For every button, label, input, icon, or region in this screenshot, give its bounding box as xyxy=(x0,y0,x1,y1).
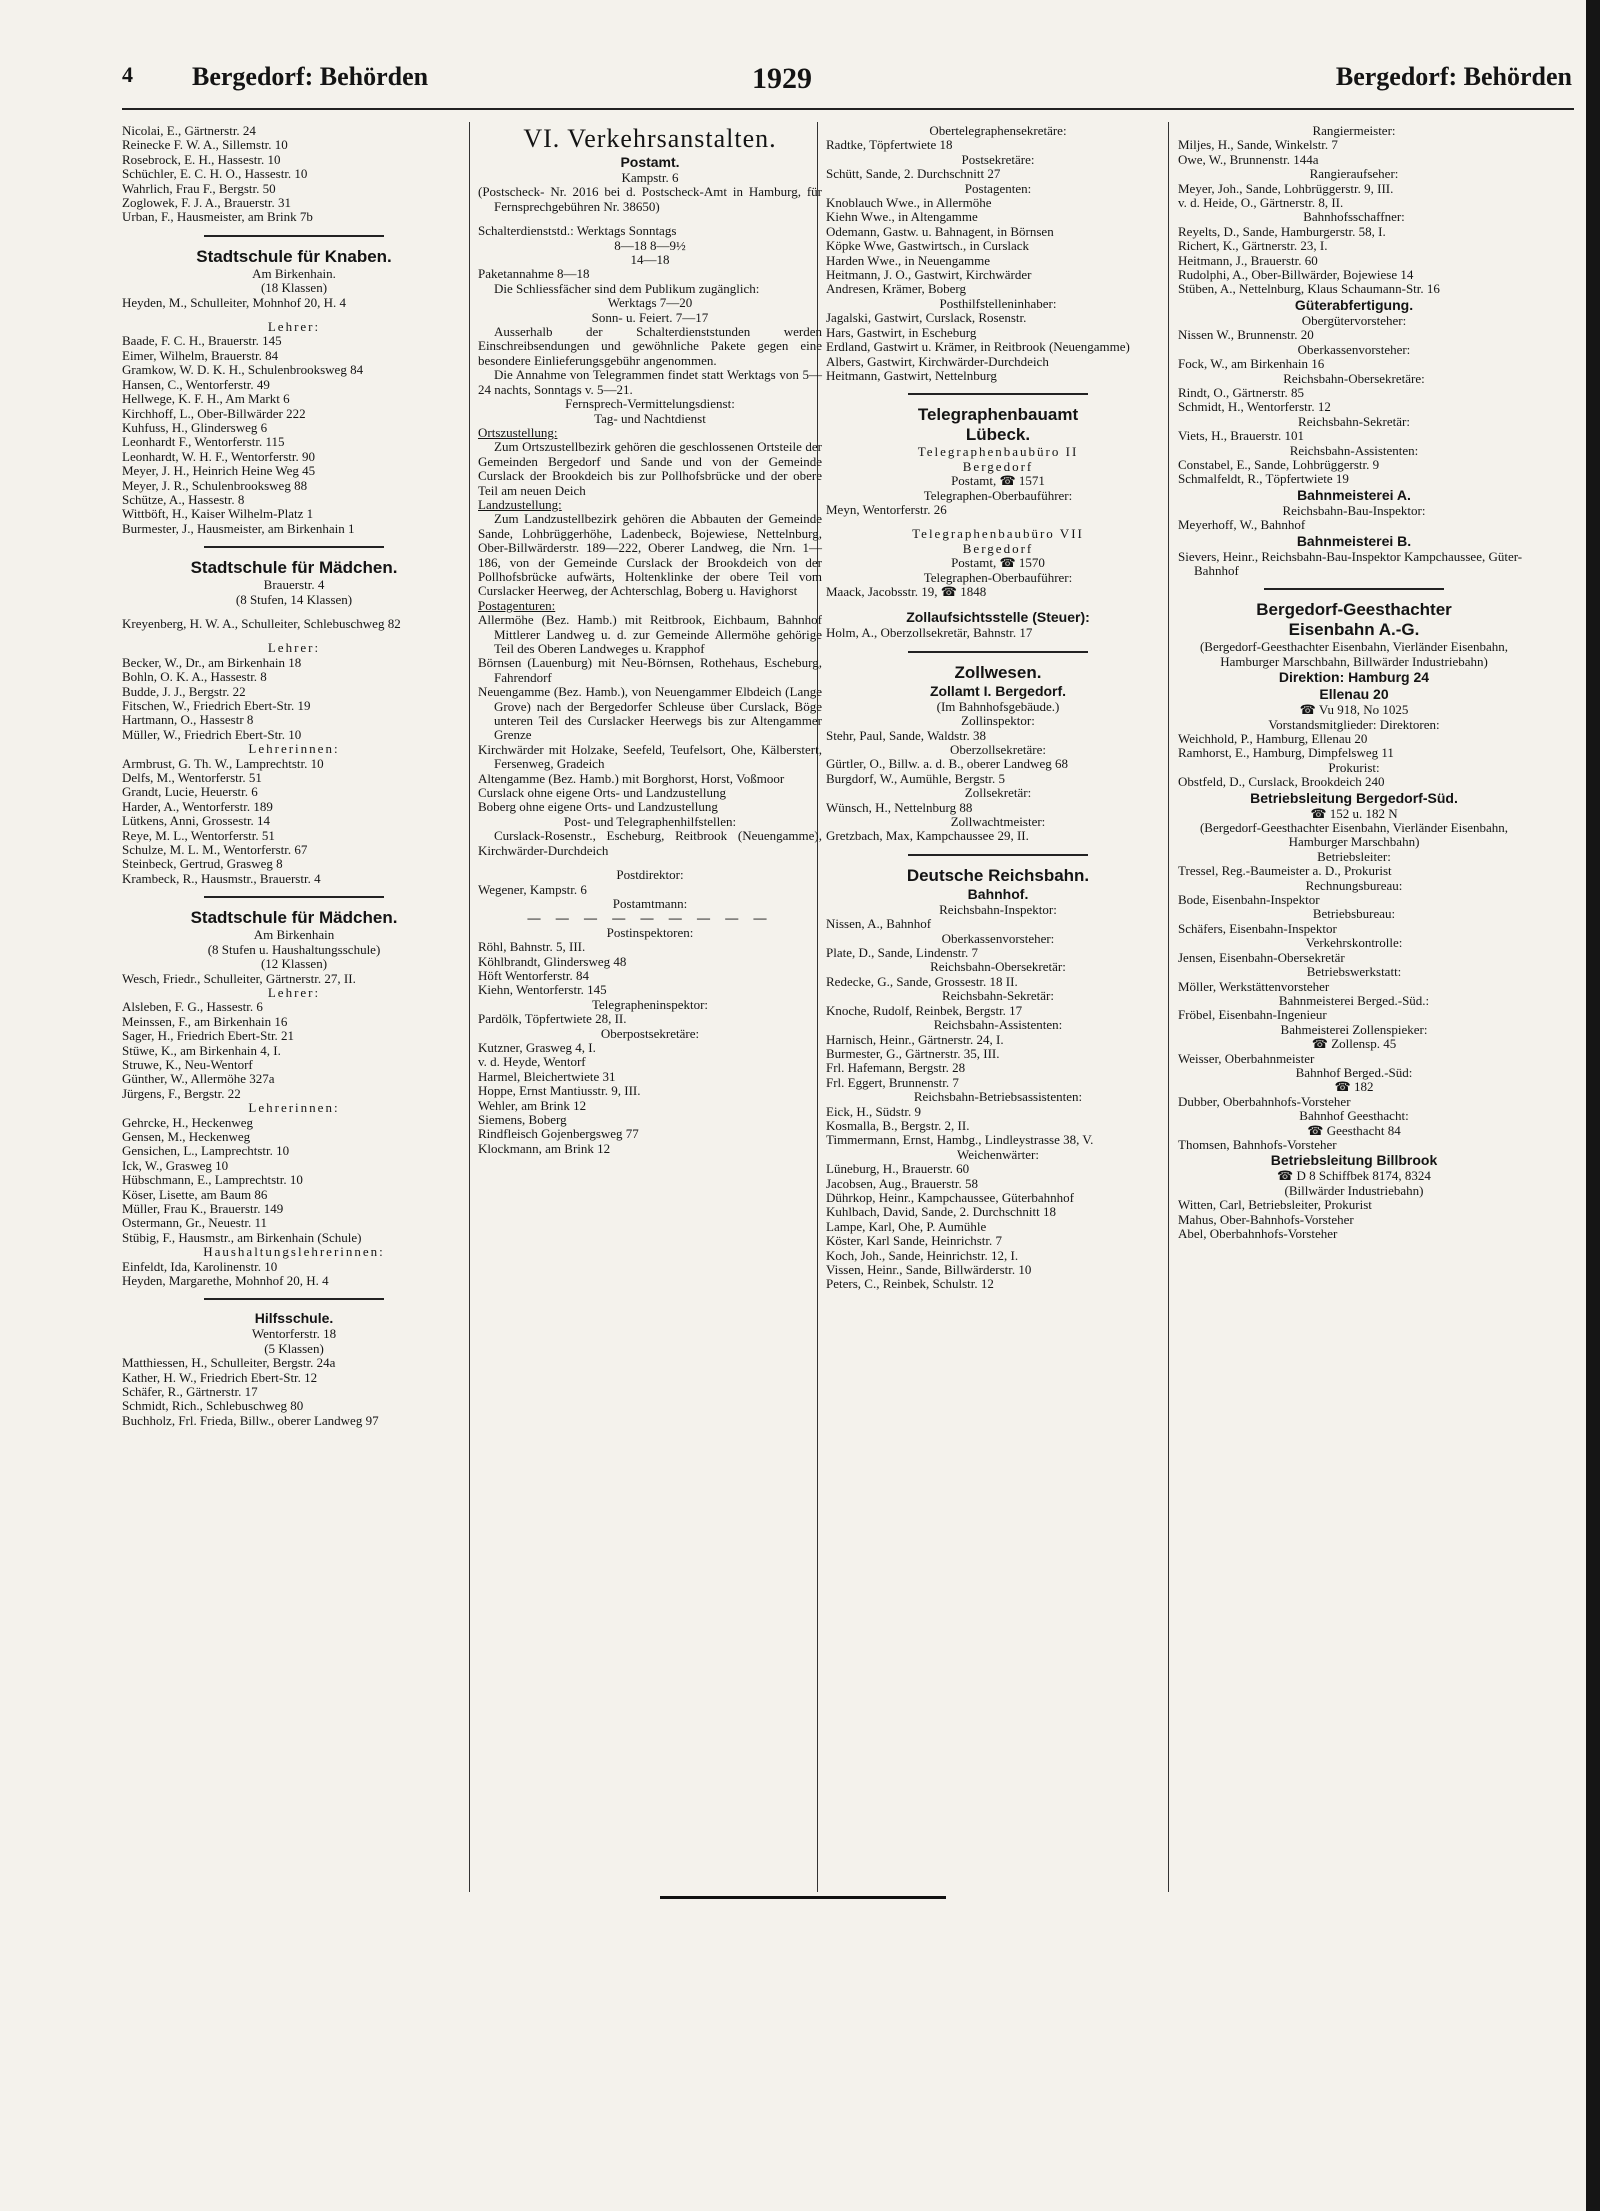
entry-line: Meyer, J. H., Heinrich Heine Weg 45 xyxy=(122,463,316,479)
entry-line: Andresen, Krämer, Boberg xyxy=(826,281,967,297)
entry-line: Becker, W., Dr., am Birkenhain 18 xyxy=(122,654,302,670)
entry-line: Harden Wwe., in Neuengamme xyxy=(826,252,991,268)
entry-line: Meyerhoff, W., Bahnhof xyxy=(1178,517,1306,533)
entry-line: Möller, Werkstättenvorsteher xyxy=(1178,978,1330,994)
text-paragraph: Allermöhe (Bez. Hamb.) mit Reitbrook, Eichbaum, Bahnhof Mittlerer Landweg u. d. zur Gemeinde Allermöhe gehörige Teil des Oberen Landweges u. Krapphof xyxy=(478,612,822,656)
entry-line: Maack, Jacobsstr. 19, ☎ 1848 xyxy=(826,583,987,599)
role-label: Postamtmann: xyxy=(612,895,688,911)
entry-line: Owe, W., Brunnenstr. 144a xyxy=(1178,151,1319,167)
role-label: ☎ Zollensp. 45 xyxy=(1311,1036,1397,1052)
paragraph-label: Ortszustellung: xyxy=(478,424,558,440)
entry-line: Reyelts, D., Sande, Hamburgerstr. 58, I. xyxy=(1178,223,1386,239)
role-label: Obertelegraphensekretäre: xyxy=(929,123,1067,138)
role-label: Oberkassenvorsteher: xyxy=(941,930,1055,946)
entry-line: Paketannahme 8—18 xyxy=(478,266,590,282)
section-heading: Zollwesen. xyxy=(954,662,1042,682)
entry-line: Köser, Lisette, am Baum 86 xyxy=(122,1186,268,1202)
entry-line: Jacobsen, Aug., Brauerstr. 58 xyxy=(826,1175,979,1191)
entry-line: Günther, W., Allermöhe 327a xyxy=(122,1071,275,1087)
entry-line: Zoglowek, F. J. A., Brauerstr. 31 xyxy=(122,195,292,211)
entry-line: Frl. Hafemann, Bergstr. 28 xyxy=(826,1060,966,1076)
entry-line: Odemann, Gastw. u. Bahnagent, in Börnsen xyxy=(826,223,1054,239)
entry-line: Eick, H., Südstr. 9 xyxy=(826,1103,921,1119)
entry-line: Grandt, Lucie, Heuerstr. 6 xyxy=(122,784,258,800)
role-label: Betriebsbureau: xyxy=(1312,906,1396,922)
entry-line: Kiehn, Wentorferstr. 145 xyxy=(478,982,607,998)
entry-line: Fröbel, Eisenbahn-Ingenieur xyxy=(1178,1007,1327,1023)
role-label: (Billwärder Industriebahn) xyxy=(1284,1182,1424,1198)
entry-line: Thomsen, Bahnhofs-Vorsteher xyxy=(1178,1136,1337,1152)
role-label: Betriebswerkstatt: xyxy=(1306,964,1402,980)
role-label: Postamt, ☎ 1570 xyxy=(951,555,1045,571)
role-label: Haushaltungslehrerinnen: xyxy=(203,1244,385,1260)
entry-line: Gensichen, L., Lamprechtstr. 10 xyxy=(122,1143,290,1159)
role-label: Reichsbahn-Assistenten: xyxy=(933,1017,1063,1033)
entry-line: Struwe, K., Neu-Wentorf xyxy=(122,1056,253,1072)
subsection-heading: Güterabfertigung. xyxy=(1294,296,1414,313)
subsection-heading: Zollaufsichtsstelle (Steuer): xyxy=(906,609,1090,626)
entry-line: Wünsch, H., Nettelnburg 88 xyxy=(826,799,973,815)
running-title-left: Bergedorf: Behörden xyxy=(192,62,429,91)
vacancy-dashes: — — — — — — — — — xyxy=(527,910,773,926)
role-label: (5 Klassen) xyxy=(264,1340,324,1356)
entry-line: Steinbeck, Gertrud, Grasweg 8 xyxy=(122,856,283,872)
section-heading: Stadtschule für Mädchen. xyxy=(190,558,398,578)
text-paragraph: Neuengamme (Bez. Hamb.), von Neuengammer Elbdeich (Lange Grove) nach der Bergedorfer Schleuse über Curslack, Böge unteren Teil des Curslacker Heerwegs bis zur Altengammer Grenze xyxy=(478,684,822,743)
role-label: Bahmeisterei Zollenspieker: xyxy=(1280,1021,1428,1037)
section-rule xyxy=(204,1298,384,1300)
entry-line: Schulze, M. L. M., Wentorferstr. 67 xyxy=(122,842,308,858)
role-label: Postsekretäre: xyxy=(961,151,1035,167)
entry-line: Richert, K., Gärtnerstr. 23, I. xyxy=(1178,238,1328,254)
entry-line: Reye, M. L., Wentorferstr. 51 xyxy=(122,827,275,843)
role-label: Telegrapheninspektor: xyxy=(591,996,709,1012)
entry-line: Harder, A., Wentorferstr. 189 xyxy=(122,798,273,814)
entry-line: Jagalski, Gastwirt, Curslack, Rosenstr. xyxy=(826,310,1027,326)
entry-line: Delfs, M., Wentorferstr. 51 xyxy=(122,770,262,786)
entry-line: Kirchhoff, L., Ober-Billwärder 222 xyxy=(122,405,306,421)
role-label: Postagenten: xyxy=(964,180,1032,196)
entry-line: Gürtler, O., Billw. a. d. B., oberer Landweg 68 xyxy=(826,756,1068,772)
entry-line: Harmel, Bleichertwiete 31 xyxy=(478,1068,616,1084)
entry-line: Pardölk, Töpfertwiete 28, II. xyxy=(478,1011,627,1027)
role-label: Bahnhof Geesthacht: xyxy=(1299,1108,1409,1124)
role-label: Telegraphen-Oberbauführer: xyxy=(923,569,1073,585)
page-header xyxy=(122,62,1572,106)
section-heading: Bergedorf-Geesthachter xyxy=(1256,600,1452,620)
entry-line: Dührkop, Heinr., Kampchaussee, Güterbahnhof xyxy=(826,1189,1075,1205)
entry-line: Ramhorst, E., Hamburg, Dimpfelsweg 11 xyxy=(1178,745,1394,761)
role-label: Posthilfstelleninhaber: xyxy=(939,295,1057,311)
role-label: Tag- und Nachtdienst xyxy=(594,410,706,426)
role-label: Reichsbahn-Inspektor: xyxy=(939,901,1057,917)
entry-line: Redecke, G., Sande, Grossestr. 18 II. xyxy=(826,973,1018,989)
entry-line: Stüwe, K., am Birkenhain 4, I. xyxy=(122,1042,281,1058)
entry-line: Obstfeld, D., Curslack, Brookdeich 240 xyxy=(1178,774,1385,790)
entry-line: Witten, Carl, Betriebsleiter, Prokurist xyxy=(1178,1197,1372,1213)
section-heading: Deutsche Reichsbahn. xyxy=(906,865,1090,885)
subsection-heading: Betriebsleitung Billbrook xyxy=(1270,1152,1438,1169)
role-label: Lehrer: xyxy=(267,319,321,335)
role-label: 8—18 8—9½ xyxy=(614,237,686,253)
entry-line: Radtke, Töpfertwiete 18 xyxy=(826,137,953,153)
entry-line: Leonhardt, W. H. F., Wentorferstr. 90 xyxy=(122,448,316,464)
entry-line: Stüben, A., Nettelnburg, Klaus Schaumann-Str. 16 xyxy=(1178,281,1440,297)
text-paragraph: Zum Landzustellbezirk gehören die Abbauten der Gemeinde Sande, Lohbrüggerhöhe, Ladenbeck, Bojewiese, Nettelnburg, Ober-Billwärderstr. 189—222, Oberer Landweg, die Nrn. 1—186, von der Gemeinde Curslack der Brookdeich von der Pollhofsbrücke aufwärts, Holtenklinke der obere Teil vom Curslacker Heerweg, der Achterschlag, Boberg u. Havighorst xyxy=(478,511,822,599)
entry-line: Schmalfeldt, R., Töpfertwiete 19 xyxy=(1178,471,1349,487)
entry-line: Wahrlich, Frau F., Bergstr. 50 xyxy=(122,180,276,196)
text-paragraph: Curslack ohne eigene Orts- und Landzustellung xyxy=(478,785,727,801)
text-paragraph: Die Annahme von Telegrammen findet statt Werktags von 5—24 nachts, Sonntags v. 5—21. xyxy=(478,367,822,397)
role-label: Zollinspektor: xyxy=(961,713,1035,729)
subsection-heading: Bahnmeisterei B. xyxy=(1296,532,1412,549)
entry-line: Heitmann, Gastwirt, Nettelnburg xyxy=(826,367,997,383)
entry-line: Frl. Eggert, Brunnenstr. 7 xyxy=(826,1074,959,1090)
role-label: ☎ Vu 918, No 1025 xyxy=(1299,702,1409,718)
entry-line: Sager, H., Friedrich Ebert-Str. 21 xyxy=(122,1028,295,1044)
entry-line: Kreyenberg, H. W. A., Schulleiter, Schlebuschweg 82 xyxy=(122,615,401,631)
column-3 xyxy=(826,124,1170,1292)
role-label: Weichenwärter: xyxy=(957,1146,1039,1162)
subsection-heading: Betriebsleitung Bergedorf-Süd. xyxy=(1250,789,1458,806)
entry-line: Schmidt, H., Wentorferstr. 12 xyxy=(1178,399,1331,415)
role-label: Rangieraufseher: xyxy=(1309,166,1399,182)
entry-line: Constabel, E., Sande, Lohbrüggerstr. 9 xyxy=(1178,456,1380,472)
text-paragraph: Börnsen (Lauenburg) mit Neu-Börnsen, Rothehaus, Escheburg, Fahrendorf xyxy=(478,655,822,685)
section-rule xyxy=(908,393,1088,395)
role-label: Telegraphenbaubüro II xyxy=(917,444,1079,460)
role-label: Werktags 7—20 xyxy=(607,295,693,311)
entry-line: Schmidt, Rich., Schlebuschweg 80 xyxy=(122,1398,304,1414)
entry-line: Köpke Wwe, Gastwirtsch., in Curslack xyxy=(826,238,1030,254)
entry-line: Kuhfuss, H., Glindersweg 6 xyxy=(122,419,268,435)
role-label: Zollsekretär: xyxy=(964,785,1032,801)
entry-line: Schäfer, R., Gärtnerstr. 17 xyxy=(122,1384,258,1400)
role-label: Reichsbahn-Bau-Inspektor: xyxy=(1282,502,1426,518)
role-label: Reichsbahn-Sekretär: xyxy=(942,988,1054,1004)
entry-line: Holm, A., Oberzollsekretär, Bahnstr. 17 xyxy=(826,625,1033,641)
subsection-heading: Direktion: Hamburg 24 xyxy=(1278,669,1430,686)
section-heading: Lübeck. xyxy=(965,425,1031,445)
role-label: Lehrerinnen: xyxy=(248,741,340,757)
text-paragraph: Kirchwärder mit Holzake, Seefeld, Teufelsort, Ohe, Kälberstert, Fersenweg, Gradeich xyxy=(478,741,822,772)
role-label: Lehrer: xyxy=(267,984,321,1000)
entry-line: Rudolphi, A., Ober-Billwärder, Bojewiese 14 xyxy=(1178,267,1414,283)
spacer xyxy=(826,599,1170,609)
entry-line: Lampe, Karl, Ohe, P. Aumühle xyxy=(826,1218,987,1234)
entry-line: Rindfleisch Gojenbergsweg 77 xyxy=(478,1126,639,1142)
section-heading: Telegraphenbauamt xyxy=(917,405,1079,425)
page-number: 4 xyxy=(122,62,133,87)
entry-line: Rosebrock, E. H., Hassestr. 10 xyxy=(122,151,281,167)
role-label: Lehrer: xyxy=(267,640,321,656)
text-paragraph: Altengamme (Bez. Hamb.) mit Borghorst, Horst, Voßmoor xyxy=(478,770,785,786)
entry-line: Sievers, Heinr., Reichsbahn-Bau-Inspektor Kampchaussee, Güter-Bahnhof xyxy=(1178,548,1523,578)
entry-line: Müller, W., Friedrich Ebert-Str. 10 xyxy=(122,726,302,742)
entry-line: Meyer, J. R., Schulenbrooksweg 88 xyxy=(122,477,308,493)
entry-line: Meyn, Wentorferstr. 26 xyxy=(826,501,947,517)
entry-line: Burgdorf, W., Aumühle, Bergstr. 5 xyxy=(826,770,1005,786)
section-rule xyxy=(1264,588,1444,590)
entry-line: Plate, D., Sande, Lindenstr. 7 xyxy=(826,945,979,961)
subsection-heading: Postamt. xyxy=(620,154,680,170)
entry-line: Wittböft, H., Kaiser Wilhelm-Platz 1 xyxy=(122,506,314,522)
role-label: Am Birkenhain xyxy=(253,927,335,943)
entry-line: Gehrcke, H., Heckenweg xyxy=(122,1114,254,1130)
role-label: (Bergedorf-Geesthachter Eisenbahn, Vierländer Eisenbahn, Hamburger Marschbahn) xyxy=(1199,820,1509,850)
entry-line: Koch, Joh., Sande, Heinrichstr. 12, I. xyxy=(826,1247,1019,1263)
entry-line: Kosmalla, B., Bergstr. 2, II. xyxy=(826,1117,970,1133)
role-label: Verkehrskontrolle: xyxy=(1305,935,1403,951)
role-label: ☎ 182 xyxy=(1334,1079,1374,1095)
section-rule xyxy=(204,235,384,237)
entry-line: Röhl, Bahnstr. 5, III. xyxy=(478,939,586,955)
entry-line: Budde, J. J., Bergstr. 22 xyxy=(122,683,246,699)
entry-line: Gramkow, W. D. K. H., Schulenbrooksweg 84 xyxy=(122,362,364,378)
role-label: Oberkassenvorsteher: xyxy=(1297,341,1411,357)
header-rule xyxy=(122,108,1574,110)
entry-line: v. d. Heide, O., Gärtnerstr. 8, II. xyxy=(1178,195,1344,211)
section-rule xyxy=(204,896,384,898)
role-label: Post- und Telegraphenhilfstellen: xyxy=(563,813,737,829)
entry-line: Köhlbrandt, Glindersweg 48 xyxy=(478,953,627,969)
subsection-heading: Bahnhof. xyxy=(967,885,1029,902)
entry-line: Jensen, Eisenbahn-Obersekretär xyxy=(1178,949,1345,965)
entry-line: Hoppe, Ernst Mantiusstr. 9, III. xyxy=(478,1083,641,1099)
entry-line: Rindt, O., Gärtnerstr. 85 xyxy=(1178,384,1305,400)
entry-line: Matthiessen, H., Schulleiter, Bergstr. 24a xyxy=(122,1355,336,1371)
entry-line: Buchholz, Frl. Frieda, Billw., oberer Landweg 97 xyxy=(122,1412,379,1428)
entry-line: Timmermann, Ernst, Hambg., Lindleystrasse 38, V. xyxy=(826,1132,1094,1148)
role-label: Oberzollsekretäre: xyxy=(949,742,1046,757)
entry-line: Abel, Oberbahnhofs-Vorsteher xyxy=(1178,1226,1338,1241)
entry-line: Lüneburg, H., Brauerstr. 60 xyxy=(826,1161,970,1177)
entry-line: Heyden, M., Schulleiter, Mohnhof 20, H. 4 xyxy=(122,294,347,310)
entry-line: Hübschmann, E., Lamprechtstr. 10 xyxy=(122,1172,303,1188)
section-heading: Stadtschule für Knaben. xyxy=(196,246,392,266)
role-label: Oberpostsekretäre: xyxy=(600,1025,700,1041)
entry-line: Albers, Gastwirt, Kirchwärder-Durchdeich xyxy=(826,353,1049,369)
role-label: Postamt, ☎ 1571 xyxy=(951,473,1045,489)
entry-line: Heyden, Margarethe, Mohnhof 20, H. 4 xyxy=(122,1273,329,1289)
entry-line: Kather, H. W., Friedrich Ebert-Str. 12 xyxy=(122,1369,318,1385)
entry-line: Fitschen, W., Friedrich Ebert-Str. 19 xyxy=(122,698,311,713)
text-paragraph: (Postscheck- Nr. 2016 bei d. Postscheck-Amt in Hamburg, für Fernsprechgebühren Nr. 38650) xyxy=(478,184,822,214)
role-label: Betriebsleiter: xyxy=(1317,848,1391,864)
role-label: Sonn- u. Feiert. 7—17 xyxy=(591,309,709,325)
entry-line: Burmester, G., Gärtnerstr. 35, III. xyxy=(826,1045,1000,1061)
entry-line: Kiehn Wwe., in Altengamme xyxy=(826,209,978,225)
entry-line: Peters, C., Reinbek, Schulstr. 12 xyxy=(826,1276,994,1292)
chapter-heading: VI. Verkehrsanstalten. xyxy=(523,124,777,153)
entry-line: Höft Wentorferstr. 84 xyxy=(478,967,589,983)
section-heading: Stadtschule für Mädchen. xyxy=(190,908,398,928)
role-label: Bergedorf xyxy=(962,540,1034,556)
entry-line: Erdland, Gastwirt u. Krämer, in Reitbrook (Neuengamme) xyxy=(826,339,1130,355)
role-label: Rangiermeister: xyxy=(1312,123,1396,138)
role-label: Bahnhofsschaffner: xyxy=(1303,209,1405,225)
role-label: Postdirektor: xyxy=(616,867,684,883)
year-heading: 1929 xyxy=(752,62,812,95)
section-heading: Eisenbahn A.-G. xyxy=(1288,620,1420,640)
entry-line: Reinecke F. W. A., Sillemstr. 10 xyxy=(122,137,288,153)
entry-line: Miljes, H., Sande, Winkelstr. 7 xyxy=(1178,137,1338,153)
entry-line: Fock, W., am Birkenhain 16 xyxy=(1178,356,1325,372)
entry-line: Mahus, Ober-Bahnhofs-Vorsteher xyxy=(1178,1211,1354,1227)
role-label: Vorstandsmitglieder: Direktoren: xyxy=(1268,716,1440,732)
entry-line: Weisser, Oberbahnmeister xyxy=(1178,1050,1315,1066)
entry-line: Harnisch, Heinr., Gärtnerstr. 24, I. xyxy=(826,1031,1004,1047)
entry-line: Tressel, Reg.-Baumeister a. D., Prokurist xyxy=(1178,863,1392,879)
paragraph-label: Landzustellung: xyxy=(478,496,562,512)
entry-line: Wehler, am Brink 12 xyxy=(478,1097,587,1113)
entry-line: Hartmann, O., Hassestr 8 xyxy=(122,712,254,728)
entry-line: Dubber, Oberbahnhofs-Vorsteher xyxy=(1178,1093,1351,1109)
entry-line: Schalterdienststd.: Werktags Sonntags xyxy=(478,223,677,239)
role-label: Brauerstr. 4 xyxy=(263,577,325,593)
text-paragraph: Die Schliessfächer sind dem Publikum zugänglich: xyxy=(494,280,760,296)
role-label: Reichsbahn-Sekretär: xyxy=(1298,413,1410,429)
section-rule xyxy=(908,854,1088,856)
entry-line: Jürgens, F., Bergstr. 22 xyxy=(122,1085,241,1101)
role-label: (Im Bahnhofsgebäude.) xyxy=(936,698,1060,714)
column-2 xyxy=(478,124,822,1156)
role-label: (8 Stufen, 14 Klassen) xyxy=(235,591,353,607)
entry-line: Knoche, Rudolf, Reinbek, Bergstr. 17 xyxy=(826,1002,1023,1018)
role-label: Postinspektoren: xyxy=(606,924,694,940)
entry-line: Schütt, Sande, 2. Durchschnitt 27 xyxy=(826,166,1001,182)
page-end-rule xyxy=(660,1896,946,1899)
entry-line: Bohln, O. K. A., Hassestr. 8 xyxy=(122,669,267,685)
role-label: Reichsbahn-Assistenten: xyxy=(1289,442,1419,458)
role-label: ☎ D 8 Schiffbek 8174, 8324 xyxy=(1277,1168,1431,1184)
role-label: Reichsbahn-Betriebsassistenten: xyxy=(913,1089,1083,1105)
entry-line: Siemens, Boberg xyxy=(478,1112,567,1127)
entry-line: Heitmann, J. O., Gastwirt, Kirchwärder xyxy=(826,267,1032,283)
role-label: Reichsbahn-Obersekretär: xyxy=(930,959,1066,975)
entry-line: Heitmann, J., Brauerstr. 60 xyxy=(1178,252,1318,268)
entry-line: Einfeldt, Ida, Karolinenstr. 10 xyxy=(122,1258,278,1274)
entry-line: Viets, H., Brauerstr. 101 xyxy=(1178,428,1304,444)
entry-line: Wesch, Friedr., Schulleiter, Gärtnerstr. 27, II. xyxy=(122,970,356,986)
subsection-heading: Hilfsschule. xyxy=(254,1310,334,1327)
entry-line: Nissen, A., Bahnhof xyxy=(826,916,932,932)
entry-line: Hars, Gastwirt, in Escheburg xyxy=(826,324,977,340)
text-paragraph: Curslack-Rosenstr., Escheburg, Reitbrook (Neuengamme), Kirchwärder-Durchdeich xyxy=(478,828,822,858)
entry-line: Vissen, Heinr., Sande, Billwärderstr. 10 xyxy=(826,1262,1032,1277)
entry-line: Köster, Karl Sande, Heinrichstr. 7 xyxy=(826,1233,1003,1249)
entry-line: Stehr, Paul, Sande, Waldstr. 38 xyxy=(826,727,986,743)
role-label: Reichsbahn-Obersekretäre: xyxy=(1283,370,1425,386)
entry-line: Wegener, Kampstr. 6 xyxy=(478,881,587,897)
entry-line: Meyer, Joh., Sande, Lohbrüggerstr. 9, III. xyxy=(1178,180,1394,196)
role-label: Telegraphen-Oberbauführer: xyxy=(923,487,1073,503)
column-1 xyxy=(122,124,466,1428)
scan-edge xyxy=(1586,0,1600,2211)
entry-line: Ostermann, Gr., Neuestr. 11 xyxy=(122,1215,268,1231)
role-label: Telegraphenbaubüro VII xyxy=(912,526,1084,542)
role-label: (12 Klassen) xyxy=(260,956,328,972)
role-label: Bahnmeisterei Berged.-Süd.: xyxy=(1278,992,1430,1008)
entry-line: Knoblauch Wwe., in Allermöhe xyxy=(826,195,992,211)
entry-line: Ick, W., Grasweg 10 xyxy=(122,1157,229,1173)
entry-line: Schütze, A., Hassestr. 8 xyxy=(122,491,245,507)
role-label: ☎ 152 u. 182 N xyxy=(1310,805,1398,821)
entry-line: Nicolai, E., Gärtnerstr. 24 xyxy=(122,123,256,138)
role-label: Fernsprech-Vermittelungsdienst: xyxy=(565,396,735,412)
entry-line: Leonhardt F., Wentorferstr. 115 xyxy=(122,434,285,450)
role-label: Lehrerinnen: xyxy=(248,1100,340,1116)
running-title-right: Bergedorf: Behörden xyxy=(1335,62,1572,91)
entry-line: Urban, F., Hausmeister, am Brink 7b xyxy=(122,209,313,225)
entry-line: Nissen W., Brunnenstr. 20 xyxy=(1178,327,1314,343)
entry-line: Krambeck, R., Hausmstr., Brauerstr. 4 xyxy=(122,870,321,886)
section-rule xyxy=(204,546,384,548)
subsection-heading: Bahnmeisterei A. xyxy=(1297,486,1411,503)
role-label: Prokurist: xyxy=(1328,759,1380,775)
column-divider xyxy=(469,122,470,1892)
entry-line: Burmester, J., Hausmeister, am Birkenhain 1 xyxy=(122,520,355,536)
role-label: Kampstr. 6 xyxy=(621,170,679,185)
role-label: Bergedorf xyxy=(962,458,1034,474)
entry-line: Baade, F. C. H., Brauerstr. 145 xyxy=(122,333,282,349)
entry-line: Eimer, Wilhelm, Brauerstr. 84 xyxy=(122,347,279,363)
entry-line: Armbrust, G. Th. W., Lamprechtstr. 10 xyxy=(122,755,324,771)
role-label: Rechnungsbureau: xyxy=(1305,877,1403,893)
entry-line: Weichhold, P., Hamburg, Ellenau 20 xyxy=(1178,731,1368,746)
entry-line: Kutzner, Grasweg 4, I. xyxy=(478,1039,596,1055)
role-label: Obergütervorsteher: xyxy=(1301,312,1407,328)
entry-line: Lütkens, Anni, Grossestr. 14 xyxy=(122,813,271,829)
text-paragraph: Boberg ohne eigene Orts- und Landzustellung xyxy=(478,799,718,815)
entry-line: Kuhlbach, David, Sande, 2. Durchschnitt 18 xyxy=(826,1204,1056,1220)
entry-line: Schäfers, Eisenbahn-Inspektor xyxy=(1178,920,1337,936)
entry-line: Hellwege, K. F. H., Am Markt 6 xyxy=(122,391,290,407)
role-label: (18 Klassen) xyxy=(260,280,328,296)
entry-line: Gretzbach, Max, Kampchaussee 29, II. xyxy=(826,828,1029,844)
entry-line: Hansen, C., Wentorferstr. 49 xyxy=(122,376,270,392)
role-label: Am Birkenhain. xyxy=(252,265,336,281)
entry-line: v. d. Heyde, Wentorf xyxy=(478,1054,586,1070)
entry-line: Müller, Frau K., Brauerstr. 149 xyxy=(122,1201,284,1216)
subsection-heading: Ellenau 20 xyxy=(1319,686,1389,703)
role-label: (8 Stufen u. Haushaltungsschule) xyxy=(207,941,381,957)
section-rule xyxy=(908,651,1088,653)
subsection-heading: Zollamt I. Bergedorf. xyxy=(929,682,1067,699)
role-label: Bahnhof Berged.-Süd: xyxy=(1295,1064,1413,1080)
text-paragraph: Ausserhalb der Schalterdienststunden werden Einschreibsendungen und gewöhnliche Pakete gegen eine besondere Einlieferungsgebühr angenommen. xyxy=(478,324,822,368)
entry-line: Gensen, M., Heckenweg xyxy=(122,1128,251,1144)
entry-line: Klockmann, am Brink 12 xyxy=(478,1140,611,1156)
entry-line: Stübig, F., Hausmstr., am Birkenhain (Schule) xyxy=(122,1229,362,1245)
entry-line: Alsleben, F. G., Hassestr. 6 xyxy=(122,999,263,1015)
role-label: Zollwachtmeister: xyxy=(950,814,1046,830)
paragraph-label: Postagenturen: xyxy=(478,597,556,613)
entry-line: Bode, Eisenbahn-Inspektor xyxy=(1178,892,1320,908)
entry-line: Meinssen, F., am Birkenhain 16 xyxy=(122,1013,288,1029)
role-label: ☎ Geesthacht 84 xyxy=(1307,1122,1401,1138)
role-label: Wentorferstr. 18 xyxy=(251,1326,337,1342)
role-label: (Bergedorf-Geesthachter Eisenbahn, Vierländer Eisenbahn, Hamburger Marschbahn, Billwärder Industriebahn) xyxy=(1199,639,1509,669)
role-label: 14—18 xyxy=(630,252,670,268)
column-4 xyxy=(1178,124,1530,1241)
entry-line: Schüchler, E. C. H. O., Hassestr. 10 xyxy=(122,166,308,182)
text-paragraph: Zum Ortszustellbezirk gehören die geschlossenen Ortsteile der Gemeinden Bergedorf und Sande und von der Gemeinde Curslack der Brookdeich bis zur Pollhofsbrücke und der obere Teil am neuen Deich xyxy=(478,439,822,498)
